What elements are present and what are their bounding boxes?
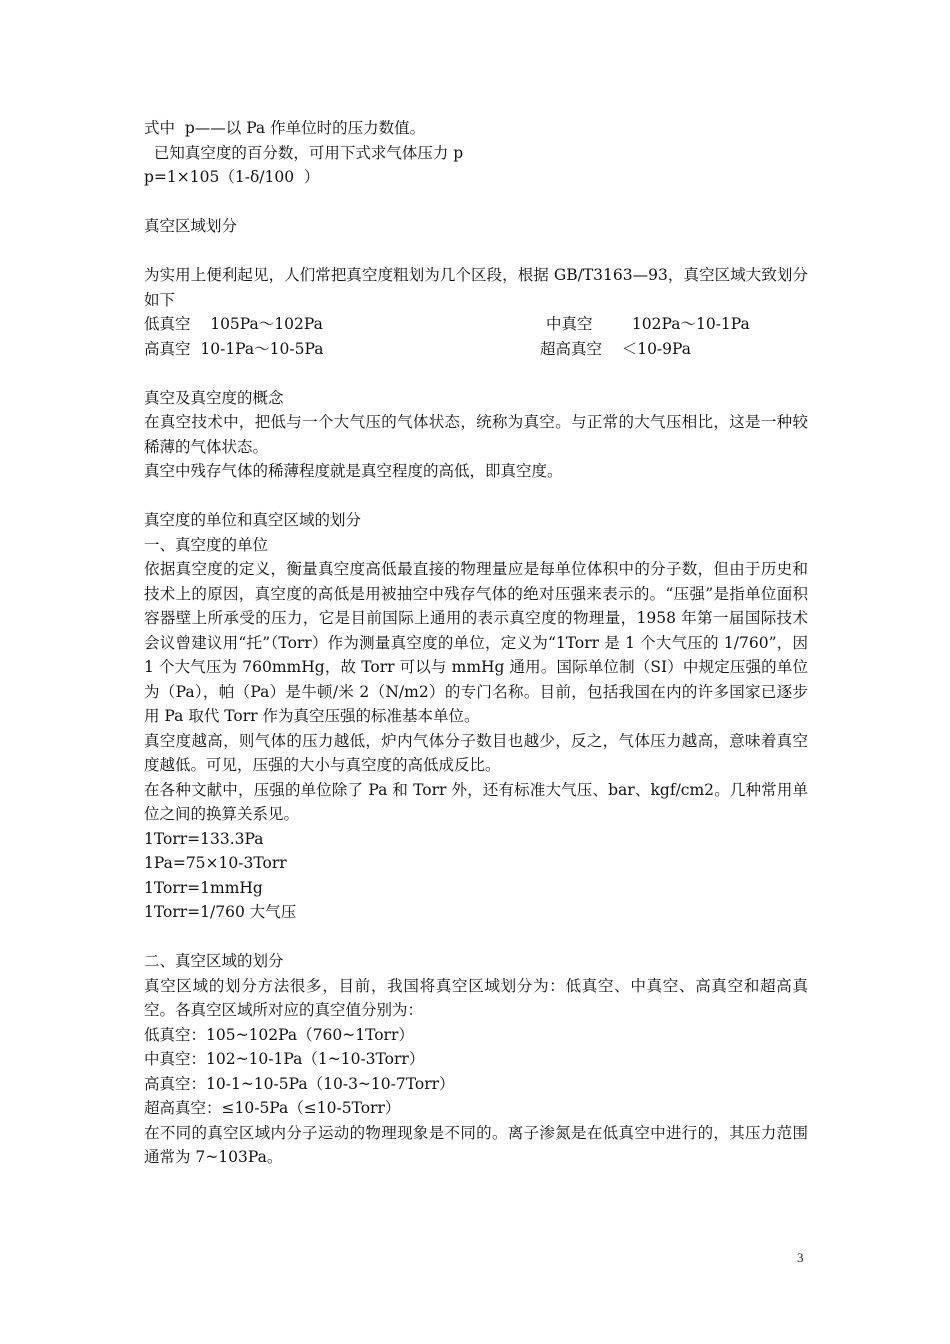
conversion-line: 1Torr=133.3Pa bbox=[144, 829, 264, 848]
range-line: 高真空：10-1~10-5Pa（10-3~10-7Torr） bbox=[144, 1074, 455, 1093]
regions-cell-high: 高真空 10-1Pa～10-5Pa bbox=[144, 339, 324, 358]
conversion-line: 1Torr=1mmHg bbox=[144, 878, 263, 897]
spacer bbox=[144, 925, 808, 950]
regions-row bbox=[144, 312, 808, 337]
division-paragraph-1: 真空区域的划分方法很多，目前，我国将真空区域划分为：低真空、中真空、高真空和超高真空。各真空区域所对应的真空值分别为： bbox=[144, 976, 808, 1019]
intro-line-1: 式中 p——以 Pa 作单位时的压力数值。 bbox=[144, 119, 426, 137]
range-line: 中真空：102~10-1Pa（1~10-3Torr） bbox=[144, 1050, 425, 1068]
spacer bbox=[144, 190, 808, 215]
section-heading-concept: 真空及真空度的概念 bbox=[144, 388, 284, 407]
conversion-line: 1Pa=75×10-3Torr bbox=[144, 854, 287, 872]
regions-paragraph: 为实用上便利起见，人们常把真空度粗划为几个区段，根据 GB/T3163—93，真空区域大致划分如下 bbox=[144, 266, 808, 309]
range-line: 超高真空：≤10-5Pa（≤10-5Torr） bbox=[144, 1099, 401, 1117]
intro-line-2: 已知真空度的百分数，可用下式求气体压力 p bbox=[144, 143, 464, 162]
units-paragraph-2: 真空度越高，则气体的压力越低，炉内气体分子数目也越少，反之，气体压力越高，意味着真空度越低。可见，压强的大小与真空度的高低成反比。 bbox=[144, 731, 808, 774]
regions-cell-ultra-high: 超高真空 ＜10-9Pa bbox=[540, 339, 692, 358]
units-paragraph-1: 依据真空度的定义，衡量真空度高低最直接的物理量应是每单位体积中的分子数，但由于历史和技术上的原因，真空度的高低是用被抽空中残存气体的绝对压强来表示的。“压强”是指单位面积容器壁上所承受的压力，它是目前国际上通用的表示真空度的物理量，1958 年第一届国际技术会议曾建议用“托”（Torr）作为测量真空度的单位，定义为“1Torr 是 1 个大气压的 1/760”，因 1 个大气压为 760mmHg，故 Torr 可以与 mmHg 通用。国际单位制（SI）中规定压强的单位为（Pa），帕（Pa）是牛顿/米 2（N/m2）的专门名称。目前，包括我国在内的许多国家已逐步用 Pa 取代 Torr 作为真空压强的标准基本单位。 bbox=[144, 560, 808, 725]
range-line: 低真空：105~102Pa（760~1Torr） bbox=[144, 1025, 414, 1044]
section-heading-regions: 真空区域划分 bbox=[144, 217, 238, 235]
document-body bbox=[144, 116, 808, 1170]
regions-cell-low: 低真空 105Pa～102Pa bbox=[144, 315, 323, 333]
spacer bbox=[144, 484, 808, 509]
subheading-division: 二、真空区域的划分 bbox=[144, 952, 284, 970]
subheading-units: 一、真空度的单位 bbox=[144, 535, 269, 554]
conversion-line: 1Torr=1/760 大气压 bbox=[144, 903, 297, 921]
regions-row bbox=[144, 337, 808, 362]
section-heading-units: 真空度的单位和真空区域的划分 bbox=[144, 511, 362, 529]
page-number: 3 bbox=[797, 1250, 804, 1265]
spacer bbox=[144, 239, 808, 264]
concept-paragraph-1: 在真空技术中，把低与一个大气压的气体状态，统称为真空。与正常的大气压相比，这是一种较稀薄的气体状态。 bbox=[144, 413, 808, 456]
regions-cell-medium: 中真空 102Pa～10-1Pa bbox=[546, 315, 750, 333]
formula: p=1×105（1-δ/100 ） bbox=[144, 168, 320, 186]
units-paragraph-3: 在各种文献中，压强的单位除了 Pa 和 Torr 外，还有标准大气压、bar、kgf/cm2。几种常用单位之间的换算关系见。 bbox=[144, 780, 808, 823]
division-paragraph-2: 在不同的真空区域内分子运动的物理现象是不同的。离子渗氮是在低真空中进行的，其压力范围通常为 7~103Pa。 bbox=[144, 1123, 808, 1166]
concept-paragraph-2: 真空中残存气体的稀薄程度就是真空程度的高低，即真空度。 bbox=[144, 462, 563, 480]
spacer bbox=[144, 361, 808, 386]
